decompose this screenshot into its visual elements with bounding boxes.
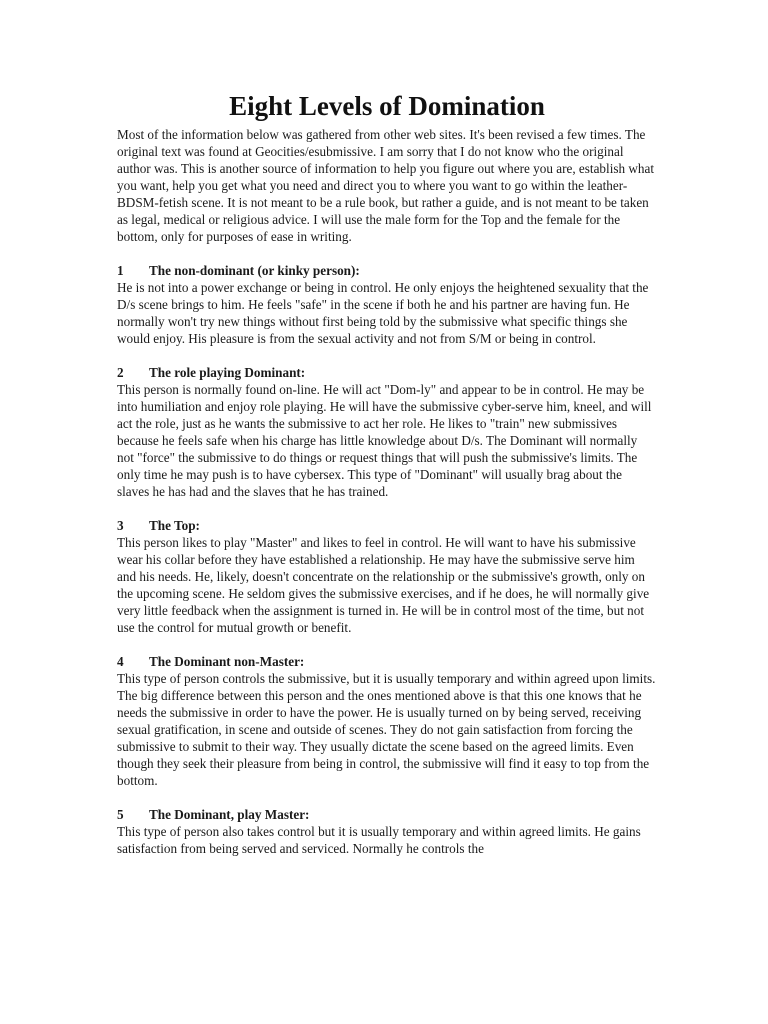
- section-5: [117, 806, 657, 857]
- document-title: Eight Levels of Domination: [229, 91, 545, 121]
- section-body: This person is normally found on-line. He will act "Dom-ly" and appear to be in control. He may be into humiliation and enjoy role playing. He will have the submissive cyber-serve him, kneel, and will act the role, just as he wants the submissive to act her role. He likes to "train" new submissives because he feels safe when his charge has little knowledge about D/s. The Dominant will normally not "force" the submissive to do things or request things that will push the submissive's limits. The only time he may push is to have cybersex. This type of "Dominant" will usually brag about the slaves he has had and the slaves that he has trained.: [117, 382, 652, 499]
- section-title: The role playing Dominant:: [149, 365, 306, 380]
- section-heading: [117, 364, 657, 381]
- section-number: 1: [117, 263, 124, 278]
- section-heading: [117, 653, 657, 670]
- section-number: 2: [117, 365, 124, 380]
- section-heading: [117, 262, 657, 279]
- section-title: The non-dominant (or kinky person):: [149, 263, 360, 278]
- section-title: The Dominant non-Master:: [149, 654, 305, 669]
- section-body: He is not into a power exchange or being in control. He only enjoys the heightened sexuality that the D/s scene brings to him. He feels "safe" in the scene if both he and his partner are having fun. He normally won't try new things without first being told by the submissive what specific things she would enjoy. His pleasure is from the sexual activity and not from S/M or being in control.: [117, 280, 649, 346]
- section-number: 4: [117, 654, 124, 669]
- section-heading: [117, 517, 657, 534]
- section-body: This type of person also takes control but it is usually temporary and within agreed limits. He gains satisfaction from being served and serviced. Normally he controls the: [117, 824, 641, 856]
- section-title: The Dominant, play Master:: [149, 807, 310, 822]
- section-2: [117, 364, 657, 500]
- section-1: [117, 262, 657, 347]
- section-heading: [117, 806, 657, 823]
- section-title: The Top:: [149, 518, 200, 533]
- section-body: This type of person controls the submissive, but it is usually temporary and within agreed upon limits. The big difference between this person and the ones mentioned above is that this one knows that he needs the submissive in order to have the power. He is usually turned on by being served, receiving sexual gratification, in scene and outside of scenes. They do not gain satisfaction from forcing the submissive to submit to their way. They usually dictate the scene based on the agreed limits. Even though they seek their pleasure from being in control, the submissive will find it easy to top from the bottom.: [117, 671, 656, 788]
- section-3: [117, 517, 657, 636]
- section-body: This person likes to play "Master" and likes to feel in control. He will want to have his submissive wear his collar before they have established a relationship. He may have the submissive serve him and his needs. He, likely, doesn't concentrate on the relationship or the submissive's growth, only on the upcoming scene. He seldom gives the submissive exercises, and if he does, he will normally give very little feedback when the assignment is turned in. He will be in control most of the time, but not use the control for mutual growth or benefit.: [117, 535, 650, 635]
- section-number: 5: [117, 807, 124, 822]
- section-4: [117, 653, 657, 789]
- intro-paragraph: Most of the information below was gathered from other web sites. It's been revised a few times. The original text was found at Geocities/esubmissive. I am sorry that I do not know who the original author was. This is another source of information to help you figure out where you are, establish what you want, help you get what you need and direct you to where you want to go within the leather-BDSM-fetish scene. It is not meant to be a rule book, but rather a guide, and is not meant to be taken as legal, medical or religious advice. I will use the male form for the Top and the female for the bottom, only for purposes of ease in writing.: [117, 127, 655, 244]
- section-number: 3: [117, 518, 124, 533]
- document-page: [117, 90, 657, 857]
